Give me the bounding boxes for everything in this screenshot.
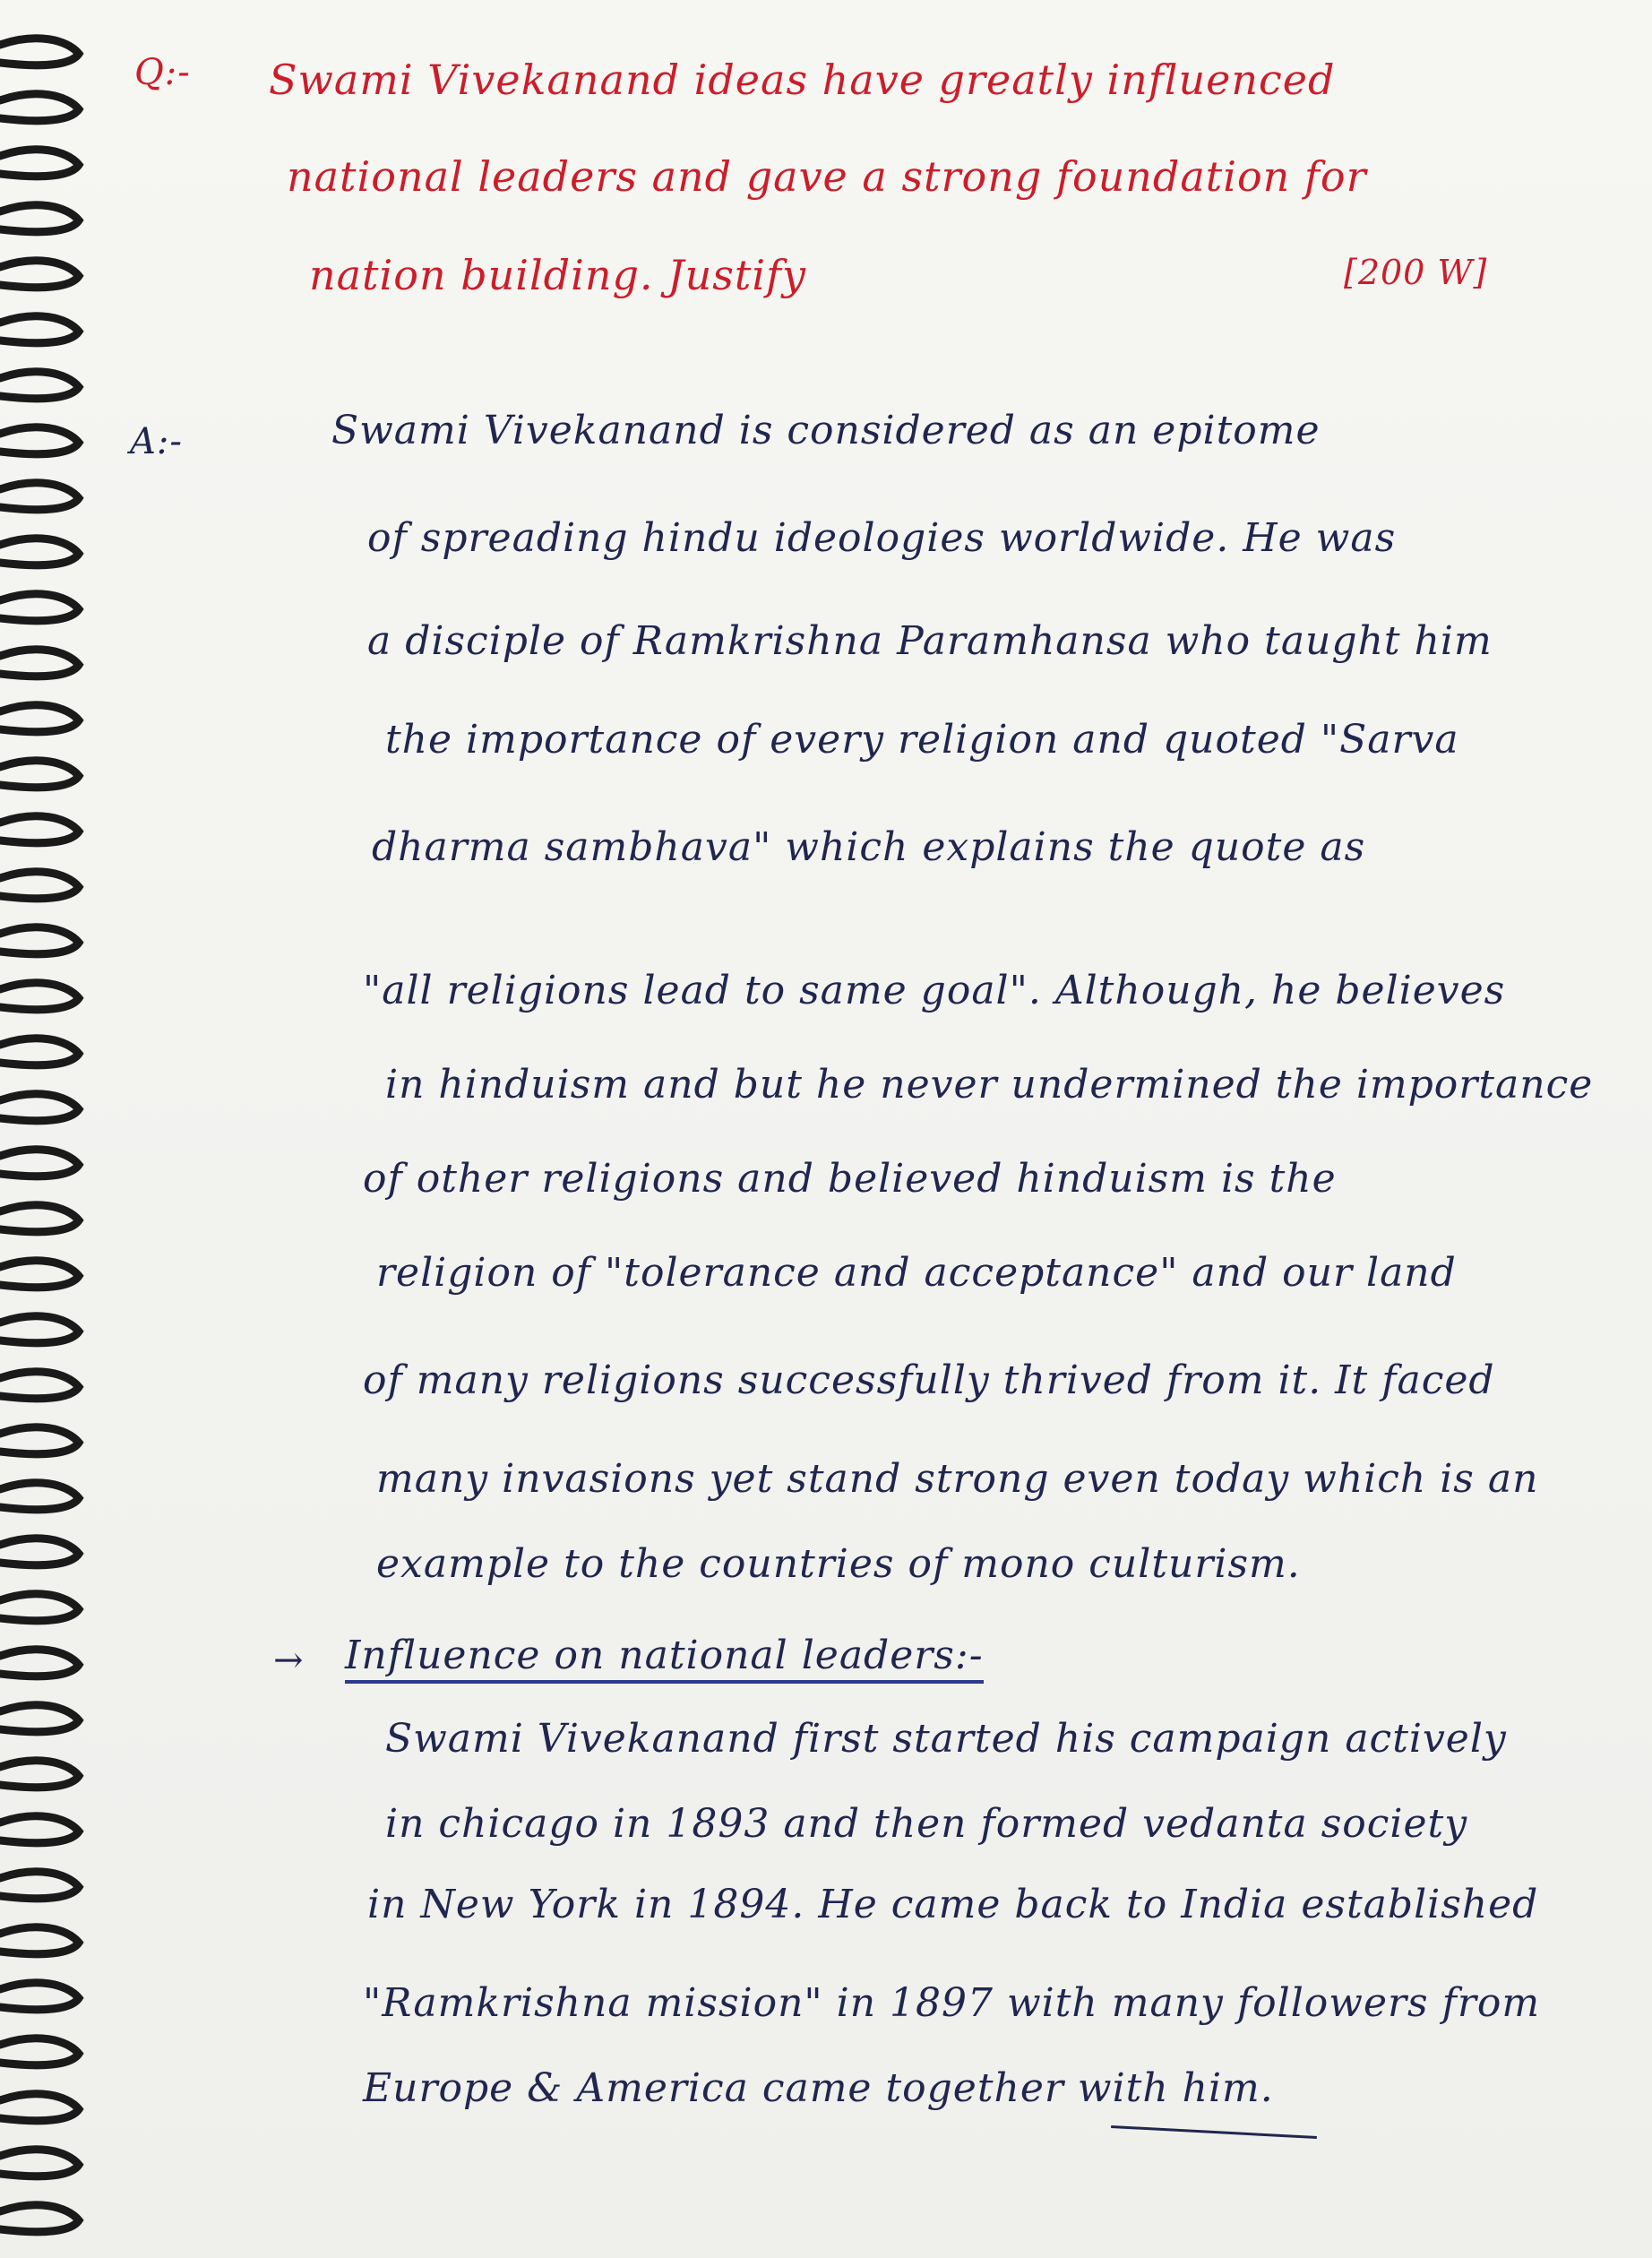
section-line-2: in chicago in 1893 and then formed vedanta society bbox=[385, 1801, 1468, 1847]
question-line-3: nation building. Justify bbox=[309, 251, 807, 299]
answer-line-10: of many religions successfully thrived from it. It faced bbox=[363, 1357, 1495, 1403]
arrow-icon: → bbox=[273, 1640, 305, 1681]
question-label: Q:- bbox=[134, 52, 191, 93]
section-line-5: Europe & America came together with him. bbox=[363, 2065, 1274, 2111]
answer-line-12: example to the countries of mono culturism. bbox=[376, 1541, 1301, 1587]
answer-line-2: of spreading hindu ideologies worldwide. He was bbox=[367, 515, 1397, 561]
answer-line-6: "all religions lead to same goal". Although, he believes bbox=[363, 968, 1506, 1013]
answer-line-9: religion of "tolerance and acceptance" and our land bbox=[376, 1250, 1457, 1296]
section-heading bbox=[345, 1633, 984, 1678]
question-line-2: national leaders and gave a strong foundation for bbox=[287, 152, 1367, 201]
section-line-4: "Ramkrishna mission" in 1897 with many followers from bbox=[363, 1980, 1541, 2026]
answer-label: A:- bbox=[130, 421, 183, 462]
answer-line-8: of other religions and believed hinduism is the bbox=[363, 1156, 1337, 1202]
section-line-3: in New York in 1894. He came back to India established bbox=[367, 1882, 1539, 1927]
answer-line-5: dharma sambhava" which explains the quote as bbox=[372, 824, 1366, 870]
answer-line-11: many invasions yet stand strong even today which is an bbox=[376, 1456, 1539, 1502]
answer-line-4: the importance of every religion and quoted "Sarva bbox=[385, 717, 1459, 763]
answer-line-7: in hinduism and but he never undermined the importance bbox=[385, 1062, 1594, 1107]
word-limit: [200 W] bbox=[1344, 253, 1488, 292]
question-line-1: Swami Vivekanand ideas have greatly influenced bbox=[269, 56, 1336, 104]
answer-line-1: Swami Vivekanand is considered as an epitome bbox=[331, 408, 1321, 453]
section-line-1: Swami Vivekanand first started his campaign actively bbox=[385, 1716, 1507, 1762]
answer-line-3: a disciple of Ramkrishna Paramhansa who taught him bbox=[367, 618, 1493, 664]
closing-stroke bbox=[1111, 2125, 1317, 2139]
section-heading-text: Influence on national leaders:- bbox=[345, 1633, 984, 1684]
